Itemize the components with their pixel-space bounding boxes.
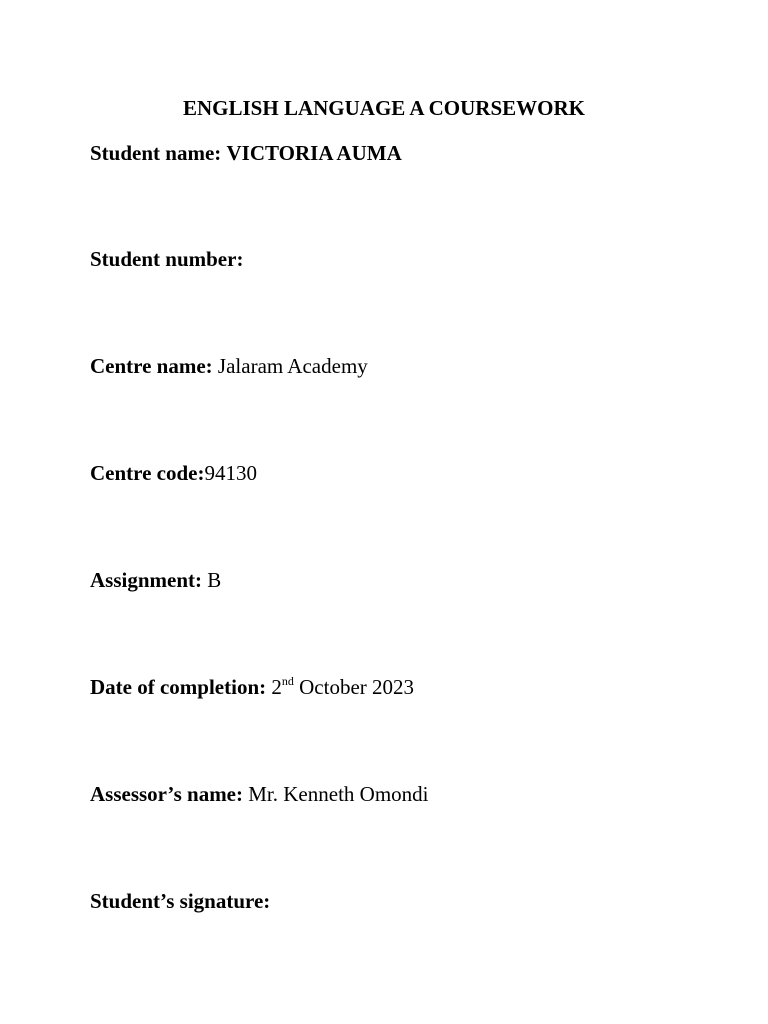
student-number-label: Student number: [90, 247, 244, 271]
assessor-name-field [90, 780, 428, 808]
student-signature-label: Student’s signature: [90, 889, 271, 913]
student-number-field [90, 245, 243, 273]
assessor-name-value: Mr. Kenneth Omondi [248, 782, 429, 806]
date-day: 2 [271, 675, 282, 699]
date-month-year: October 2023 [299, 675, 415, 699]
document-title: ENGLISH LANGUAGE A COURSEWORK [183, 96, 585, 120]
centre-name-label: Centre name: [90, 354, 213, 378]
student-name-field [90, 139, 402, 167]
student-name-value: VICTORIA AUMA [226, 141, 402, 165]
assignment-value: B [207, 568, 222, 592]
centre-code-value: 94130 [204, 461, 257, 485]
student-signature-field [90, 887, 270, 915]
assignment-field [90, 566, 221, 594]
date-day-suffix: nd [281, 674, 294, 688]
date-of-completion-label: Date of completion: [90, 675, 267, 699]
centre-name-value: Jalaram Academy [217, 354, 368, 378]
centre-code-label: Centre code: [90, 461, 205, 485]
student-name-label: Student name: [90, 141, 222, 165]
date-of-completion-field [90, 673, 414, 701]
assignment-label: Assignment: [90, 568, 203, 592]
assessor-name-label: Assessor’s name: [90, 782, 243, 806]
centre-code-field [90, 459, 257, 487]
centre-name-field [90, 352, 368, 380]
